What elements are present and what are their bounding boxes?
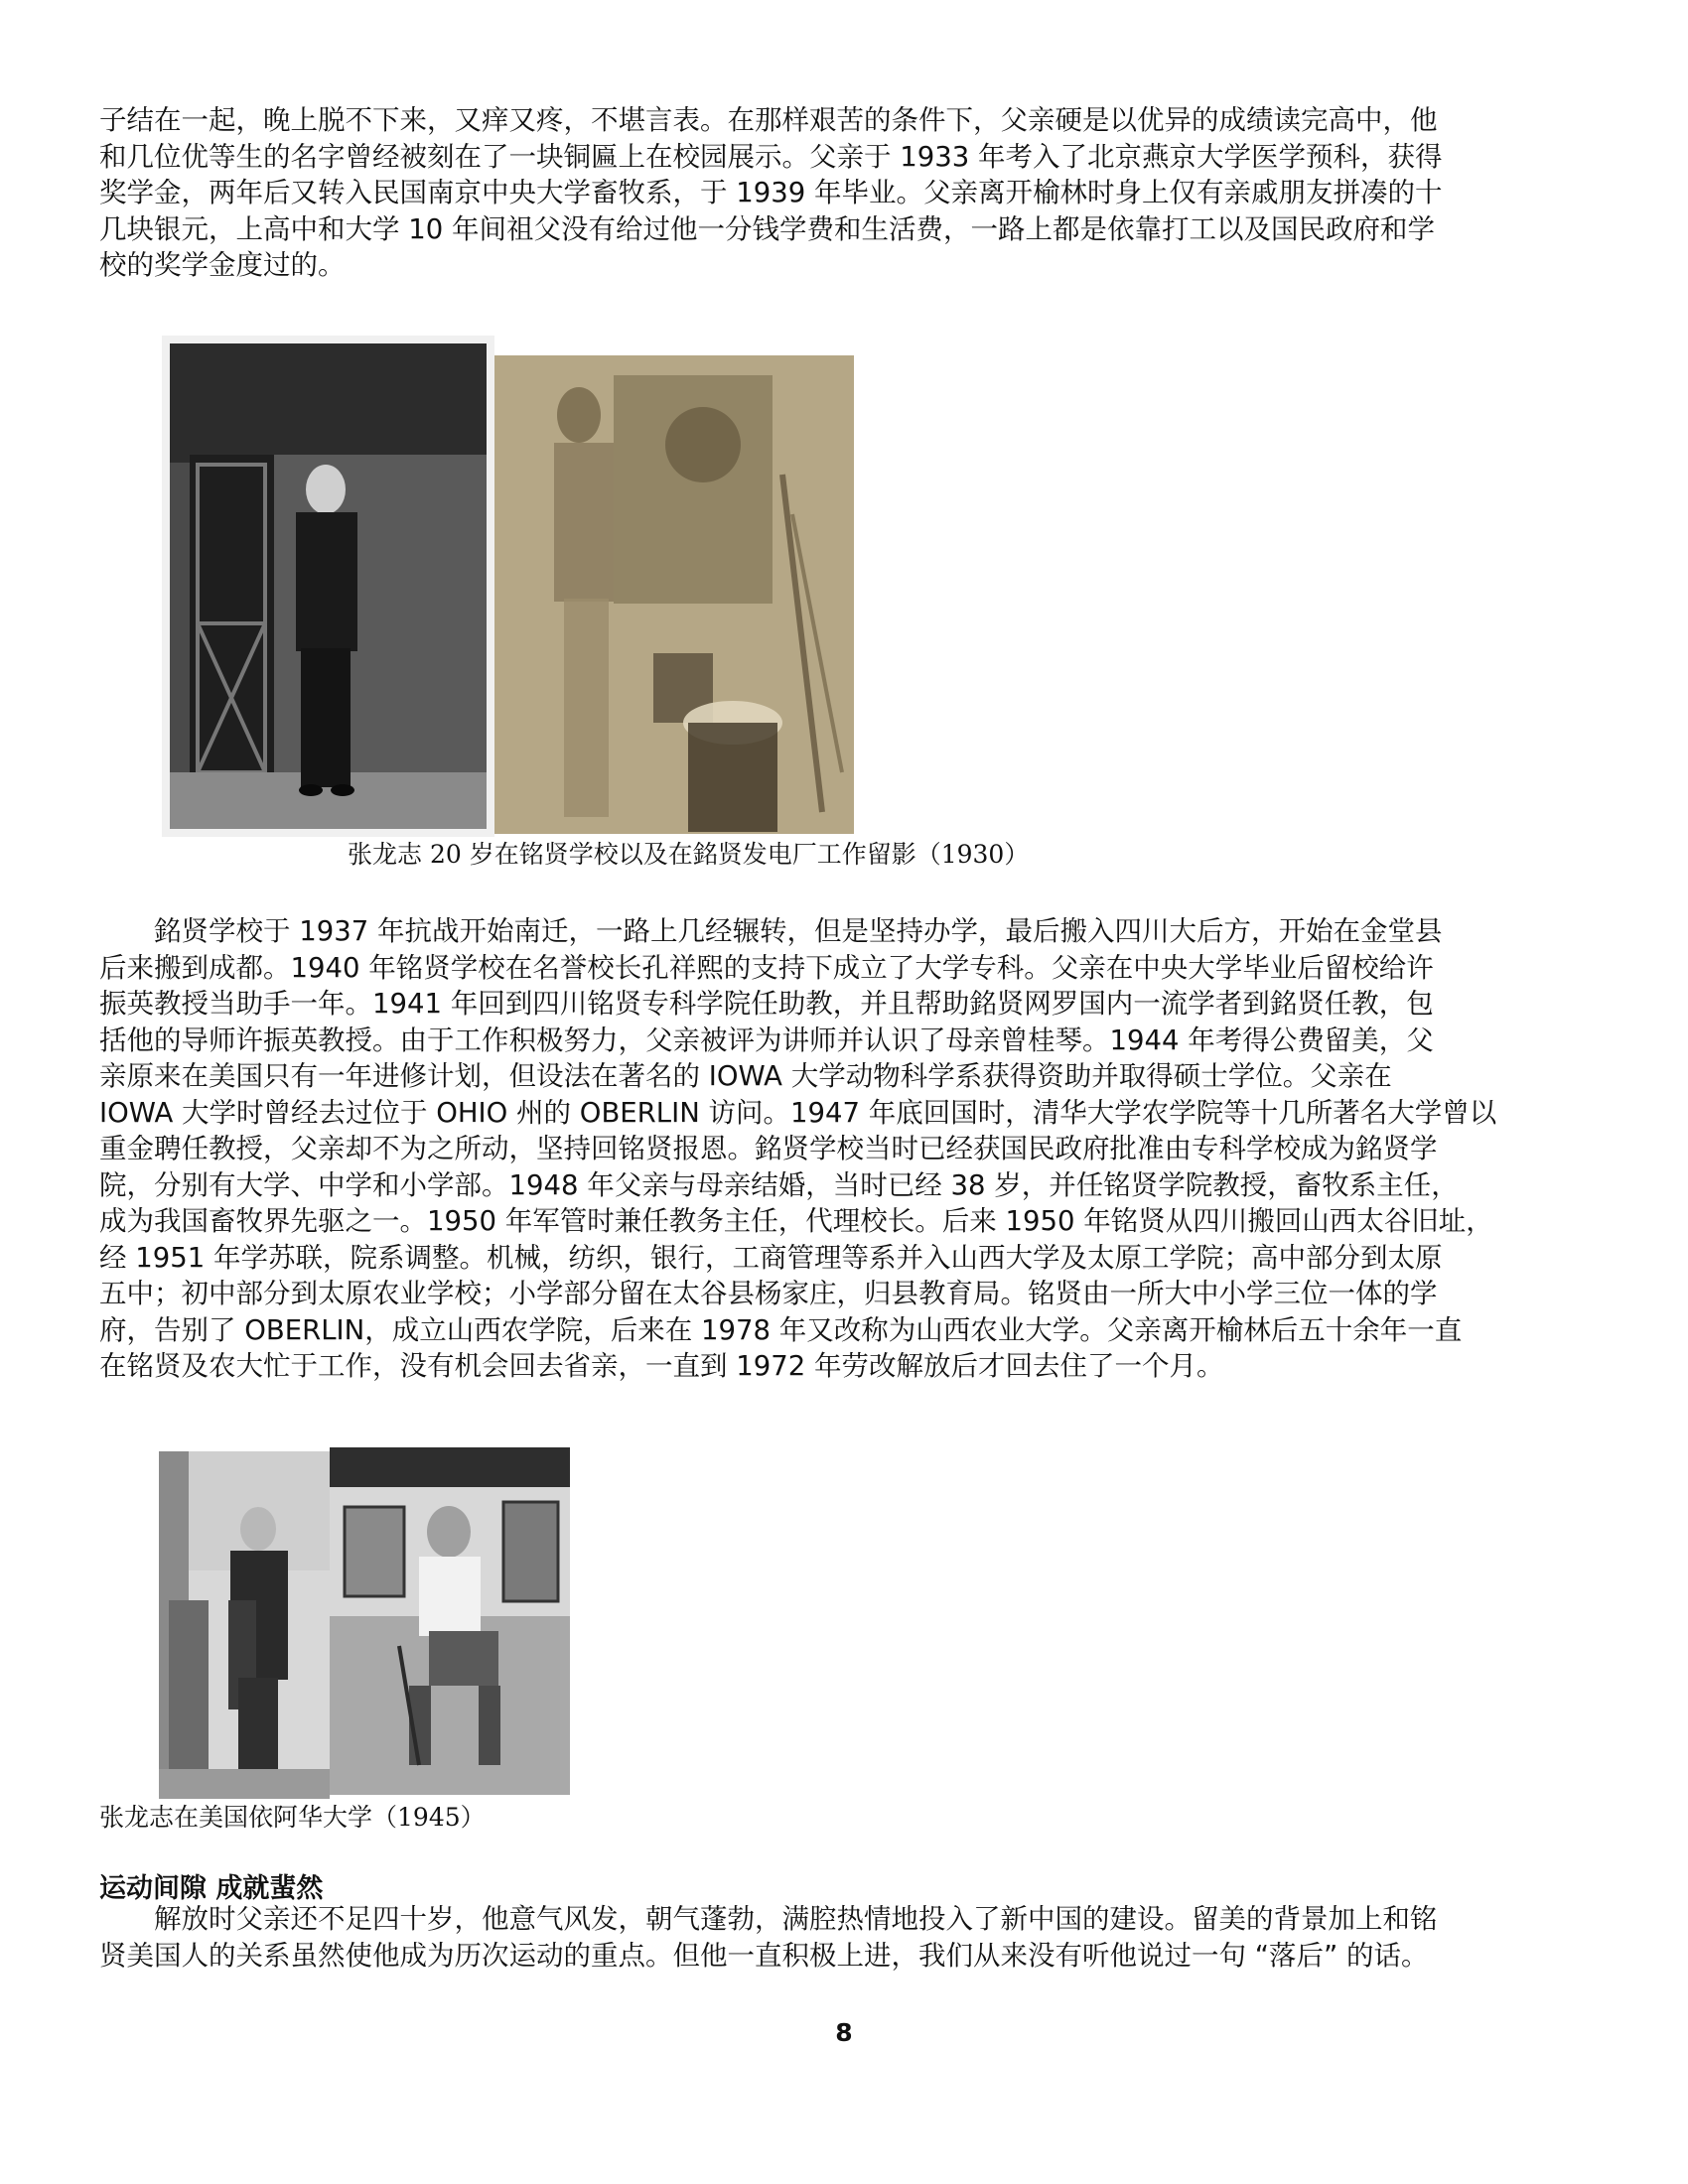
- paragraph-1: [99, 102, 1589, 284]
- text-line: 几块银元，上高中和大学 10 年间祖父没有给过他一分钱学费和生活费，一路上都是依靠打工以及国民政府和学: [99, 212, 1435, 245]
- text-line: 院，分别有大学、中学和小学部。1948 年父亲与母亲结婚，当时已经 38 岁，并任铭贤学院教授，畜牧系主任，: [99, 1168, 1459, 1201]
- photo-caption-1930: 张龙志 20 岁在铭贤学校以及在銘贤发电厂工作留影（1930）: [348, 840, 1030, 869]
- text-line: 亲原来在美国只有一年进修计划，但设法在著名的 IOWA 大学动物科学系获得资助并取得硕士学位。父亲在: [99, 1060, 1392, 1092]
- text-line: 在铭贤及农大忙于工作，没有机会回去省亲，一直到 1972 年劳改解放后才回去住了一个月。: [99, 1350, 1224, 1382]
- section-heading: 运动间隙 成就蜚然: [99, 1873, 324, 1904]
- power-plant-work-photo: [494, 355, 854, 834]
- text-line: 后来搬到成都。1940 年铭贤学校在名誉校长孔祥熙的支持下成立了大学专科。父亲在中央大学毕业后留校给许: [99, 951, 1434, 984]
- text-line: 成为我国畜牧界先驱之一。1950 年军管时兼任教务主任，代理校长。后来 1950 年铭贤从四川搬回山西太谷旧址，: [99, 1205, 1493, 1237]
- text-line: 解放时父亲还不足四十岁，他意气风发，朝气蓬勃，满腔热情地投入了新中国的建设。留美的背景加上和铭: [99, 1903, 1438, 1935]
- young-man-at-doorway-photo: [162, 336, 494, 837]
- text-line: 振英教授当助手一年。1941 年回到四川铭贤专科学院任助教，并且帮助銘贤网罗国内一流学者到銘贤任教，包: [99, 988, 1434, 1020]
- page-number: 8: [835, 2018, 853, 2047]
- text-line: 子结在一起，晚上脱不下来，又痒又疼，不堪言表。在那样艰苦的条件下，父亲硬是以优异的成绩读完高中，他: [99, 104, 1438, 136]
- text-line: 五中；初中部分到太原农业学校；小学部分留在太谷县杨家庄，归县教育局。铭贤由一所大中小学三位一体的学: [99, 1278, 1438, 1309]
- photo-caption-1945: 张龙志在美国依阿华大学（1945）: [99, 1803, 486, 1832]
- man-seated-outdoors-photo: [330, 1447, 570, 1795]
- paragraph-2: [99, 913, 1589, 1385]
- text-line: 经 1951 年学苏联，院系调整。机械，纺织，银行，工商管理等系并入山西大学及太原工学院；高中部分到太原: [99, 1241, 1443, 1274]
- text-line: 重金聘任教授，父亲却不为之所动，坚持回铭贤报恩。銘贤学校当时已经获国民政府批准由专科学校成为銘贤学: [99, 1133, 1438, 1164]
- text-line: 奖学金，两年后又转入民国南京中央大学畜牧系，于 1939 年毕业。父亲离开榆林时身上仅有亲戚朋友拼凑的十: [99, 177, 1443, 208]
- text-line: 括他的导师许振英教授。由于工作积极努力，父亲被评为讲师并认识了母亲曾桂琴。1944 年考得公费留美，父: [99, 1024, 1434, 1056]
- paragraph-3: [99, 1901, 1589, 1974]
- text-line: 和几位优等生的名字曾经被刻在了一块铜匾上在校园展示。父亲于 1933 年考入了北京燕京大学医学预科，获得: [99, 140, 1443, 173]
- text-line: 校的奖学金度过的。: [99, 249, 346, 281]
- text-line: 贤美国人的关系虽然使他成为历次运动的重点。但他一直积极上进，我们从来没有听他说过一句 “落后” 的话。: [99, 1939, 1429, 1972]
- text-line: IOWA 大学时曾经去过位于 OHIO 州的 OBERLIN 访问。1947 年底回国时，清华大学农学院等十几所著名大学曾以: [99, 1096, 1497, 1129]
- man-in-suit-photo: [159, 1451, 330, 1799]
- text-line: 銘贤学校于 1937 年抗战开始南迁，一路上几经辗转，但是坚持办学，最后搬入四川大后方，开始在金堂县: [99, 915, 1443, 947]
- text-line: 府，告别了 OBERLIN，成立山西农学院，后来在 1978 年又改称为山西农业大学。父亲离开榆林后五十余年一直: [99, 1313, 1463, 1346]
